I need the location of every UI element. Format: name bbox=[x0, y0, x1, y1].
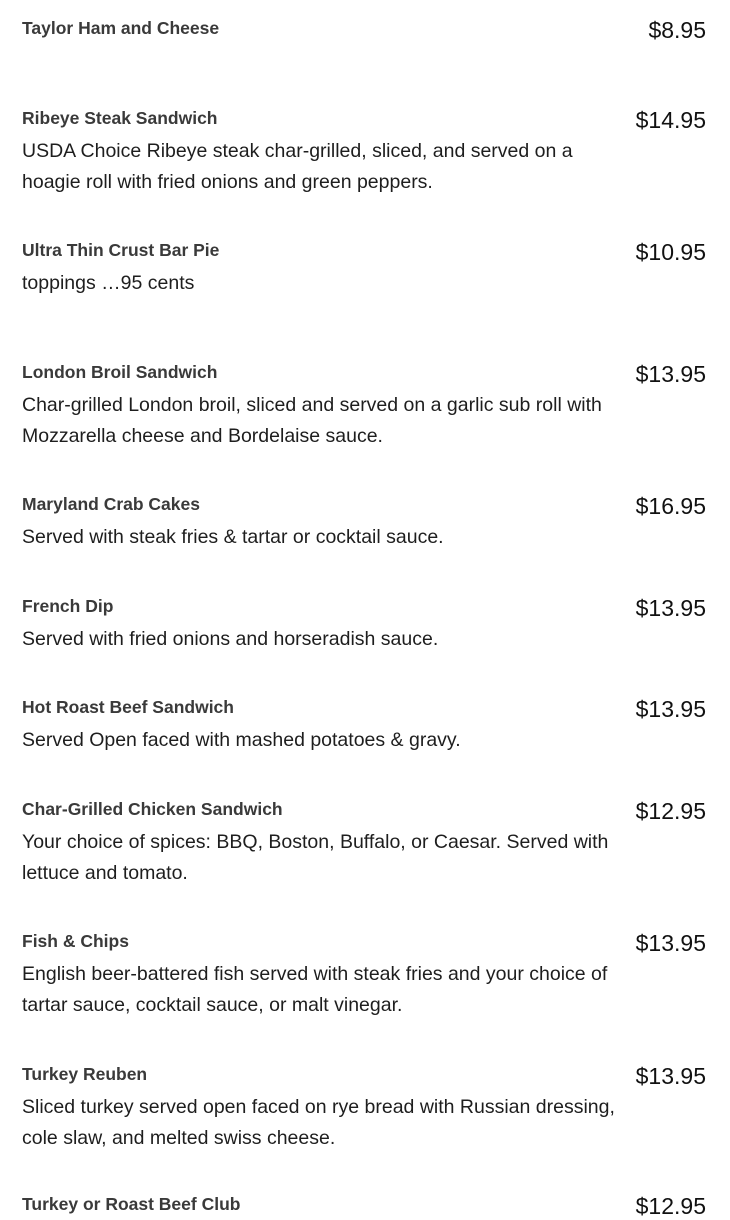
menu-item-name: Ultra Thin Crust Bar Pie bbox=[22, 240, 220, 260]
menu-item-price: $16.95 bbox=[635, 493, 706, 519]
menu-item-name: Ribeye Steak Sandwich bbox=[22, 108, 218, 128]
menu-item-price: $13.95 bbox=[635, 595, 706, 621]
menu-item-name: London Broil Sandwich bbox=[22, 362, 218, 382]
menu-item-name: Maryland Crab Cakes bbox=[22, 494, 200, 514]
menu-item-name: Hot Roast Beef Sandwich bbox=[22, 697, 234, 717]
menu-item-price: $13.95 bbox=[635, 1063, 706, 1089]
menu-item-price: $13.95 bbox=[635, 696, 706, 722]
menu-item-description: English beer-battered fish served with steak fries and your choice of tartar sauce, cocktail sauce, or malt vinegar. bbox=[22, 963, 608, 1016]
menu-item-name: Char-Grilled Chicken Sandwich bbox=[22, 799, 283, 819]
menu-item-price: $12.95 bbox=[635, 798, 706, 824]
menu-item-price: $12.95 bbox=[635, 1193, 706, 1219]
menu-item-price: $13.95 bbox=[635, 361, 706, 387]
menu-item-description: Your choice of spices: BBQ, Boston, Buffalo, or Caesar. Served with lettuce and tomato. bbox=[22, 831, 609, 884]
menu-item-description: Served with fried onions and horseradish sauce. bbox=[22, 628, 439, 650]
menu-item-name: Turkey Reuben bbox=[22, 1064, 148, 1084]
menu-item-name: French Dip bbox=[22, 596, 114, 616]
menu-item-description: Sliced turkey served open faced on rye bread with Russian dressing, cole slaw, and melted swiss cheese. bbox=[22, 1096, 615, 1149]
menu-item-price: $14.95 bbox=[635, 107, 706, 133]
menu-item-description: Served Open faced with mashed potatoes & gravy. bbox=[22, 729, 461, 751]
menu-item-price: $13.95 bbox=[635, 930, 706, 956]
menu-item-description: toppings …95 cents bbox=[22, 272, 195, 294]
menu-item-name: Taylor Ham and Cheese bbox=[22, 18, 220, 38]
menu-item-price: $10.95 bbox=[635, 239, 706, 265]
menu-item-description: Served with steak fries & tartar or cocktail sauce. bbox=[22, 526, 444, 548]
menu-item-name: Fish & Chips bbox=[22, 931, 129, 951]
menu-item-description: Char-grilled London broil, sliced and served on a garlic sub roll with Mozzarella cheese and Bordelaise sauce. bbox=[22, 394, 602, 447]
menu-item-description: USDA Choice Ribeye steak char-grilled, sliced, and served on a hoagie roll with fried onions and green peppers. bbox=[22, 140, 573, 193]
menu-item-name: Turkey or Roast Beef Club bbox=[22, 1194, 241, 1214]
menu-item-price: $8.95 bbox=[648, 17, 706, 43]
